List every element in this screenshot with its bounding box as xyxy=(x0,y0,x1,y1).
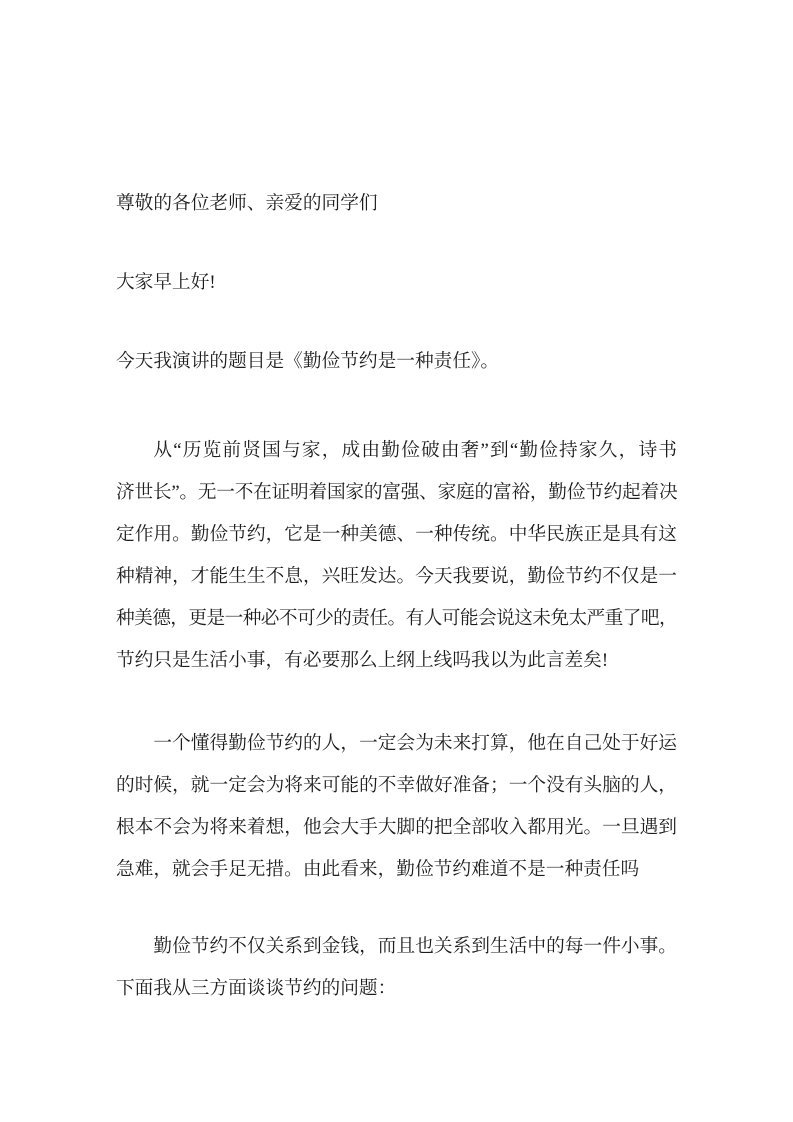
paragraph-body-2 xyxy=(116,723,677,891)
text-line: 急难，就会手足无措。由此看来，勤俭节约难道不是一种责任吗 xyxy=(116,859,640,880)
text-line: 今天我演讲的题目是《勤俭节约是一种责任》。 xyxy=(116,351,500,372)
text-line: 的时候，就一定会为将来可能的不幸做好准备；一个没有头脑的人， xyxy=(116,775,677,796)
text-line: 济世长”。无一不在证明着国家的富强、家庭的富裕，勤俭节约起着决 xyxy=(116,482,677,503)
text-line: 一个懂得勤俭节约的人，一定会为未来打算，他在自己处于好运 xyxy=(153,733,677,754)
text-line: 定作用。勤俭节约，它是一种美德、一种传统。中华民族正是具有这 xyxy=(116,524,677,545)
paragraph-greeting xyxy=(116,262,677,304)
paragraph-body-3 xyxy=(116,926,677,1010)
paragraph-body-1 xyxy=(116,430,677,682)
text-line: 种美德，更是一种必不可少的责任。有人可能会说这未免太严重了吧， xyxy=(116,608,677,629)
text-line: 大家早上好! xyxy=(116,272,216,293)
text-line: 从“历览前贤国与家，成由勤俭破由奢”到“勤俭持家久，诗书 xyxy=(153,440,677,461)
paragraph-salutation xyxy=(116,183,677,225)
text-line: 下面我从三方面谈谈节约的问题： xyxy=(116,978,397,999)
text-line: 根本不会为将来着想，他会大手大脚的把全部收入都用光。一旦遇到 xyxy=(116,817,677,838)
text-line: 勤俭节约不仅关系到金钱，而且也关系到生活中的每一件小事。 xyxy=(153,936,677,957)
text-line: 种精神，才能生生不息，兴旺发达。今天我要说，勤俭节约不仅是一 xyxy=(116,566,677,587)
text-line: 尊敬的各位老师、亲爱的同学们 xyxy=(116,193,378,214)
text-line: 节约只是生活小事，有必要那么上纲上线吗我以为此言差矣! xyxy=(116,650,609,671)
paragraph-topic xyxy=(116,341,677,383)
